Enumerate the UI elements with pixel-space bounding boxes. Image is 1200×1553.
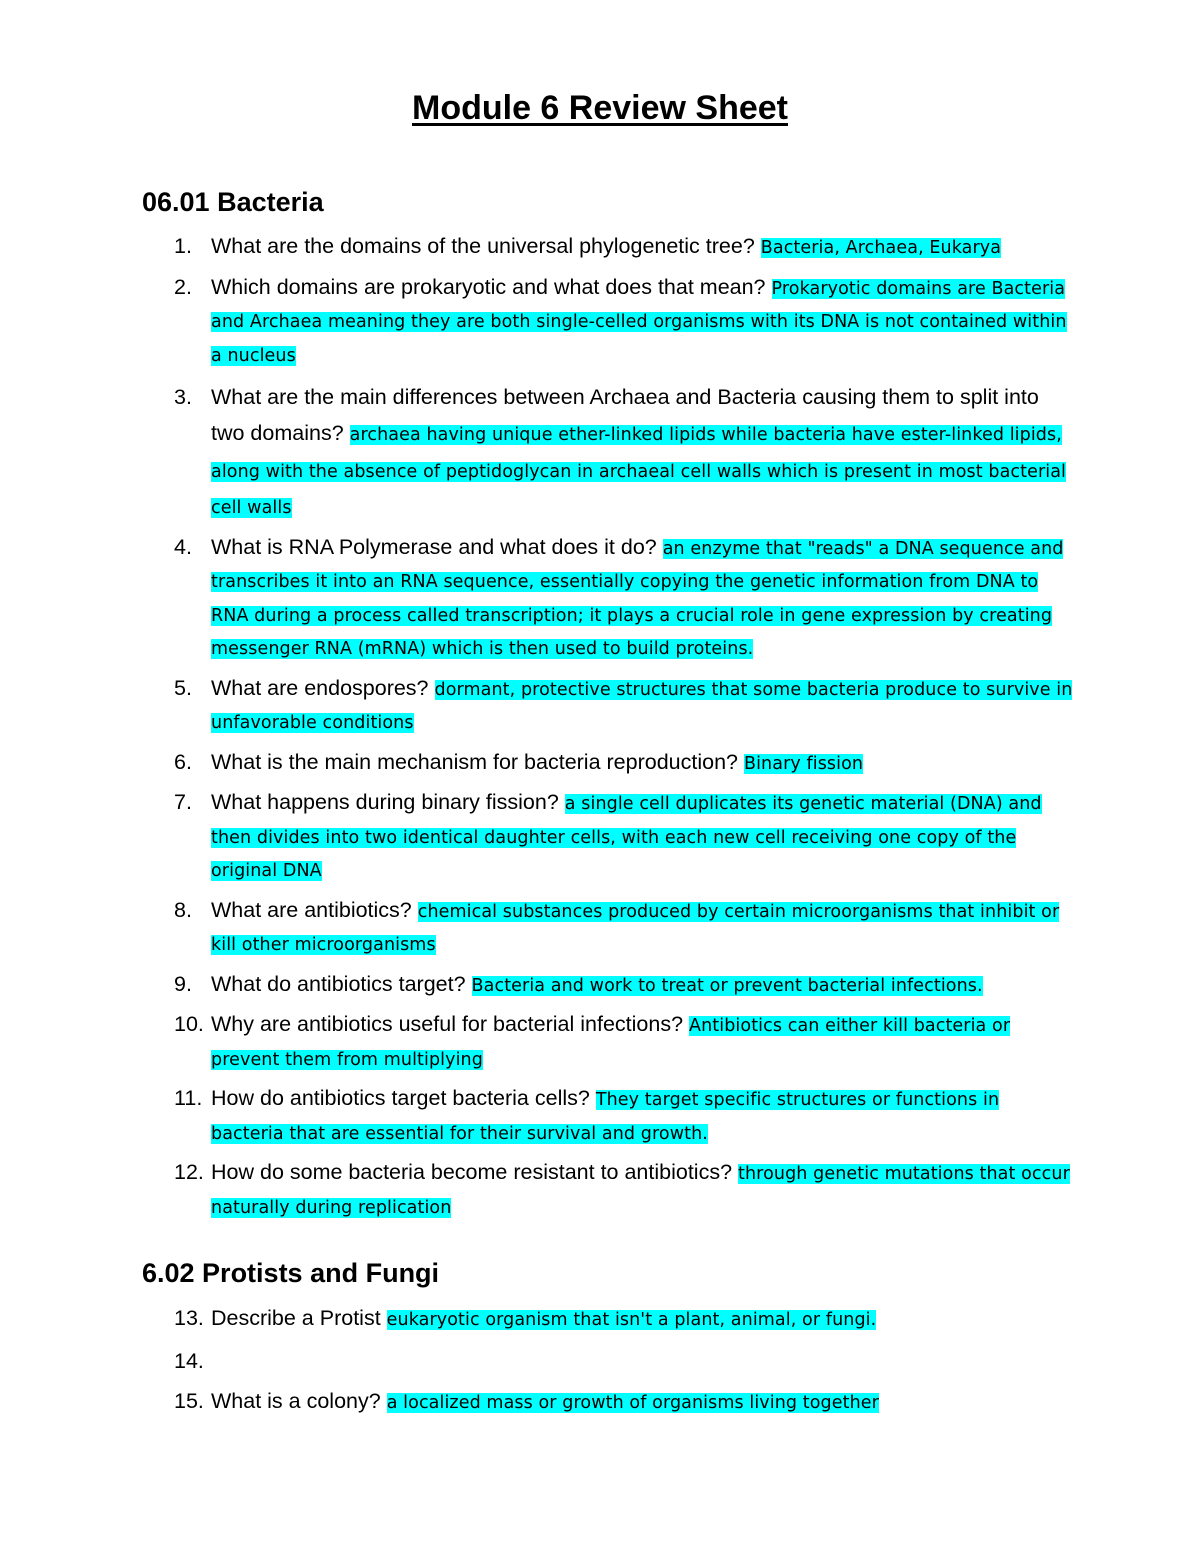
answer-highlight: an enzyme that "reads" a DNA sequence and transcribes it into an RNA sequence, essentially copying the genetic information from DNA to RNA during a process called transcription; it plays a crucial role in gene expression by creating messenger RNA (mRNA) which is then used to build proteins. xyxy=(211,538,1064,659)
answer-highlight: Binary fission xyxy=(743,753,864,774)
answer-highlight: through genetic mutations that occur naturally during replication xyxy=(211,1164,1070,1218)
answer-highlight: archaea having unique ether-linked lipids while bacteria have ester-linked lipids, along with the absence of peptidoglycan in archaeal cell walls which is present in most bacterial cell walls xyxy=(211,425,1066,518)
question-item xyxy=(174,1157,1074,1224)
question-text: What are antibiotics? xyxy=(211,897,412,922)
question-item xyxy=(174,1346,1074,1378)
question-number: 13. xyxy=(174,1306,204,1330)
question-item xyxy=(174,673,1074,740)
question-number: 9. xyxy=(174,971,192,996)
question-text: What is RNA Polymerase and what does it do? xyxy=(211,534,657,559)
question-item xyxy=(174,969,1074,1003)
question-item xyxy=(174,1009,1074,1076)
question-text: What are the main differences between Archaea and Bacteria causing them to split into two domains? xyxy=(211,385,1039,445)
question-text: What happens during binary fission? xyxy=(211,790,559,814)
question-item xyxy=(174,747,1074,781)
question-item xyxy=(174,532,1074,666)
answer-highlight: eukaryotic organism that isn't a plant, animal, or fungi. xyxy=(386,1310,877,1330)
question-number: 12. xyxy=(174,1160,204,1184)
question-number: 3. xyxy=(174,385,192,409)
answer-highlight: chemical substances produced by certain microorganisms that inhibit or kill other microorganisms xyxy=(211,901,1060,955)
question-item xyxy=(174,1386,1074,1420)
question-text: What is a colony? xyxy=(211,1389,381,1413)
question-text: What is the main mechanism for bacteria reproduction? xyxy=(211,749,738,774)
question-item xyxy=(174,272,1074,373)
question-number: 5. xyxy=(174,675,192,700)
question-text: What do antibiotics target? xyxy=(211,971,466,996)
answer-highlight: Prokaryotic domains are Bacteria and Archaea meaning they are both single-celled organisms with its DNA is not contained within a nucleus xyxy=(211,278,1067,366)
question-number: 8. xyxy=(174,897,192,922)
question-number: 11. xyxy=(174,1086,203,1110)
question-item xyxy=(174,787,1074,888)
question-item xyxy=(174,1303,1074,1337)
question-item xyxy=(174,379,1074,525)
question-text: Why are antibiotics useful for bacterial infections? xyxy=(211,1012,684,1036)
question-number: 15. xyxy=(174,1389,204,1413)
question-item xyxy=(174,895,1074,962)
question-number: 6. xyxy=(174,749,192,774)
answer-highlight: Antibiotics can either kill bacteria or prevent them from multiplying xyxy=(211,1016,1011,1070)
section-heading-protists-fungi: 6.02 Protists and Fungi xyxy=(142,1258,440,1288)
question-text: What are the domains of the universal phylogenetic tree? xyxy=(211,234,755,258)
document-title: Module 6 Review Sheet xyxy=(412,89,788,127)
question-list-bacteria xyxy=(174,231,1074,1231)
question-number: 4. xyxy=(174,534,192,559)
answer-highlight: dormant, protective structures that some bacteria produce to survive in unfavorable conditions xyxy=(211,679,1073,733)
answer-highlight: a localized mass or growth of organisms living together xyxy=(386,1393,879,1413)
question-number: 10. xyxy=(174,1012,204,1036)
question-number: 7. xyxy=(174,790,192,814)
question-list-protists-fungi xyxy=(174,1303,1074,1427)
answer-highlight: They target specific structures or functions in bacteria that are essential for their survival and growth. xyxy=(211,1090,1000,1144)
answer-highlight: Bacteria, Archaea, Eukarya xyxy=(760,238,1002,258)
answer-highlight: a single cell duplicates its genetic material (DNA) and then divides into two identical daughter cells, with each new cell receiving one copy of the original DNA xyxy=(211,794,1042,881)
question-number: 1. xyxy=(174,234,192,258)
section-heading-bacteria: 06.01 Bacteria xyxy=(142,187,324,217)
question-item xyxy=(174,1083,1074,1150)
question-number: 14. xyxy=(174,1348,204,1373)
question-text: Which domains are prokaryotic and what does that mean? xyxy=(211,274,766,299)
question-number: 2. xyxy=(174,274,192,299)
question-text: Describe a Protist xyxy=(211,1306,381,1330)
question-item xyxy=(174,231,1074,265)
question-text: How do some bacteria become resistant to antibiotics? xyxy=(211,1160,733,1184)
answer-highlight: Bacteria and work to treat or prevent bacterial infections. xyxy=(471,975,983,996)
question-text: What are endospores? xyxy=(211,675,429,700)
question-text: How do antibiotics target bacteria cells? xyxy=(211,1086,590,1110)
